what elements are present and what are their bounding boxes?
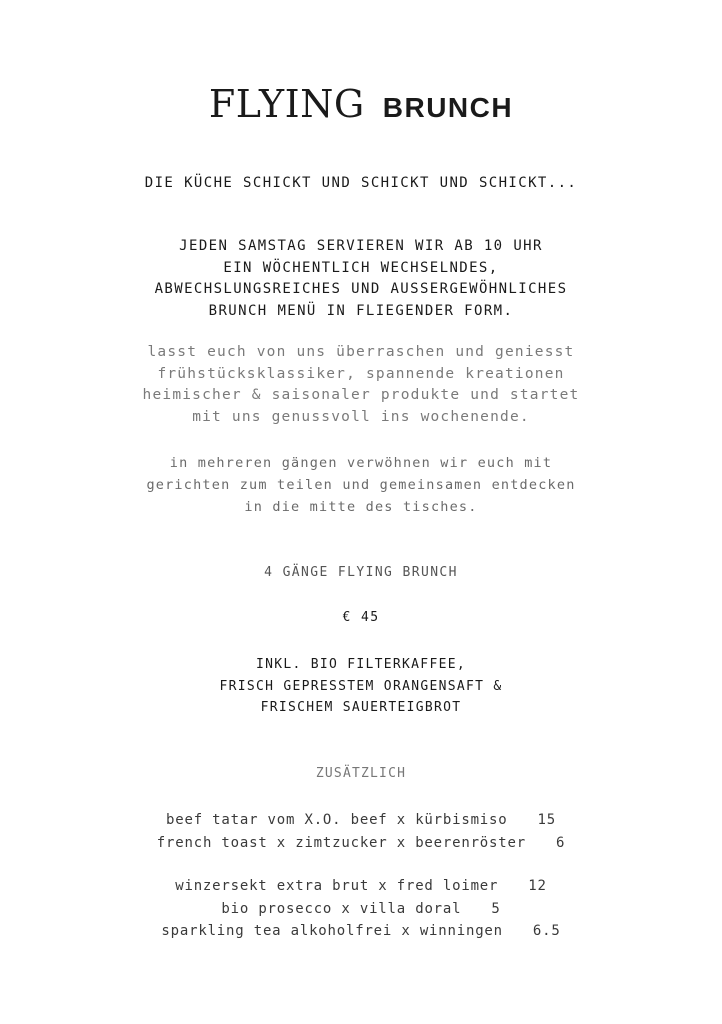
description-block (0, 236, 722, 322)
intro-line: mit uns genussvoll ins wochenende. (192, 408, 530, 425)
item-price: 12 (528, 878, 547, 894)
includes-line: FRISCHEM SAUERTEIGBROT (260, 700, 462, 715)
list-item (0, 898, 722, 921)
description-line: ABWECHSLUNGSREICHES UND AUSSERGEWÖHNLICHES (154, 281, 568, 297)
includes-line: FRISCH GEPRESSTEM ORANGENSAFT & (219, 678, 503, 694)
title-word-brunch: BRUNCH (382, 92, 514, 123)
list-item (0, 832, 722, 855)
intro-line: frühstücksklassiker, spannende kreationen (157, 365, 565, 382)
intro-paragraph-1 (0, 342, 722, 428)
extras-heading: ZUSÄTZLICH (315, 766, 407, 781)
list-item (0, 875, 722, 898)
item-name: french toast x zimtzucker x beerenröster (156, 834, 526, 851)
intro-paragraph-2 (0, 452, 722, 518)
intro-line: lasst euch von uns überraschen und geniesst (147, 344, 575, 360)
includes-line: INKL. BIO FILTERKAFFEE, (256, 657, 466, 672)
list-item (0, 920, 722, 943)
title-word-flying: FLYING (208, 82, 365, 126)
item-name: winzersekt extra brut x fred loimer (175, 878, 499, 894)
item-name: beef tatar vom X.O. beef x kürbismiso (166, 812, 508, 828)
extras-drinks-list (0, 875, 722, 943)
offer-name: 4 GÄNGE FLYING BRUNCH (264, 565, 458, 580)
item-price: 5 (491, 900, 501, 917)
intro-line: gerichten zum teilen und gemeinsamen entdecken (146, 477, 576, 493)
description-line: JEDEN SAMSTAG SERVIEREN WIR AB 10 UHR (179, 238, 543, 254)
offer-includes (0, 654, 722, 719)
intro-line: heimischer & saisonaler produkte und startet (142, 387, 580, 403)
item-price: 15 (537, 812, 556, 828)
intro-line: in mehreren gängen verwöhnen wir euch mit (169, 455, 553, 471)
description-line: BRUNCH MENÜ IN FLIEGENDER FORM. (208, 302, 514, 319)
offer-price: € 45 (342, 610, 380, 625)
item-name: sparkling tea alkoholfrei x winningen (161, 923, 503, 939)
menu-title (0, 82, 722, 126)
item-price: 6 (555, 834, 566, 851)
item-price: 6.5 (532, 923, 561, 939)
tagline: DIE KÜCHE SCHICKT UND SCHICKT UND SCHICKT... (144, 175, 578, 191)
description-line: EIN WÖCHENTLICH WECHSELNDES, (223, 259, 499, 276)
intro-line: in die mitte des tisches. (244, 499, 478, 515)
extras-food-list (0, 809, 722, 854)
list-item (0, 809, 722, 832)
item-name: bio prosecco x villa doral (221, 900, 462, 917)
